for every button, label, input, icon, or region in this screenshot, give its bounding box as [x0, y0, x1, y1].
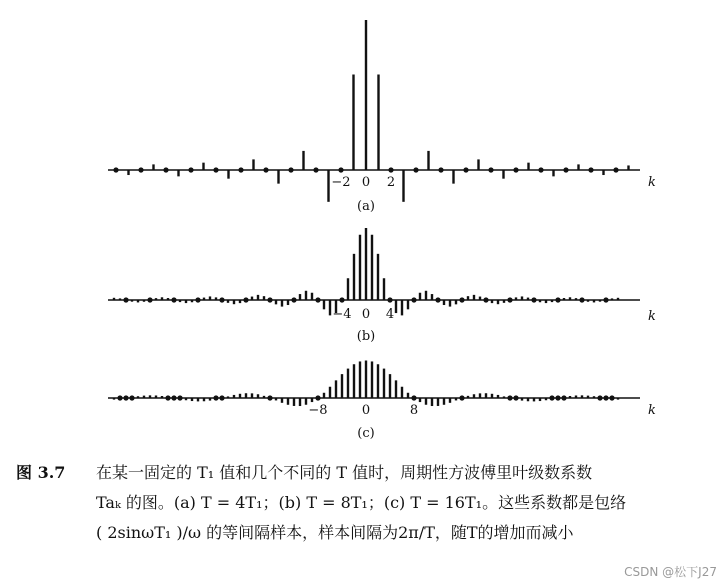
zero-sample-dot — [315, 395, 320, 400]
zero-sample-dot — [243, 297, 248, 302]
zero-sample-dot — [219, 395, 224, 400]
zero-sample-dot — [507, 297, 512, 302]
zero-sample-dot — [117, 395, 122, 400]
zero-sample-dot — [531, 297, 536, 302]
zero-sample-dot — [213, 167, 218, 172]
zero-sample-dot — [315, 297, 320, 302]
zero-sample-dot — [538, 167, 543, 172]
zero-sample-dot — [123, 297, 128, 302]
zero-sample-dot — [129, 395, 134, 400]
caption-text-2: Taₖ 的图。(a) T = 4T₁；(b) T = 8T₁；(c) T = 16T₁。这些系数都是包络 — [96, 493, 627, 512]
zero-sample-dot — [613, 167, 618, 172]
zero-sample-dot — [411, 395, 416, 400]
panel-a-plot — [108, 20, 656, 214]
zero-sample-dot — [313, 167, 318, 172]
caption-text-3: ( 2sinωT₁ )/ω 的等间隔样本，样本间隔为2π/T，随T的增加而减小 — [96, 523, 574, 542]
zero-sample-dot — [171, 297, 176, 302]
zero-sample-dot — [603, 395, 608, 400]
zero-sample-dot — [113, 167, 118, 172]
tick-label: −2 — [331, 175, 351, 190]
zero-sample-dot — [195, 297, 200, 302]
panel-label: (c) — [357, 426, 375, 441]
panel-label: (a) — [357, 199, 375, 214]
zero-sample-dot — [549, 395, 554, 400]
zero-sample-dot — [555, 297, 560, 302]
zero-sample-dot — [438, 167, 443, 172]
axis-variable-label: k — [648, 403, 656, 418]
zero-sample-dot — [603, 297, 608, 302]
figure-caption — [16, 458, 716, 548]
zero-sample-dot — [123, 395, 128, 400]
zero-sample-dot — [459, 395, 464, 400]
caption-line-2 — [16, 488, 716, 518]
zero-sample-dot — [263, 167, 268, 172]
zero-sample-dot — [483, 297, 488, 302]
axis-variable-label: k — [648, 175, 656, 190]
zero-sample-dot — [513, 167, 518, 172]
zero-sample-dot — [288, 167, 293, 172]
zero-sample-dot — [177, 395, 182, 400]
watermark: CSDN @松下J27 — [624, 565, 717, 579]
panel-b-plot — [108, 228, 656, 344]
tick-label: 0 — [361, 403, 371, 418]
zero-sample-dot — [561, 395, 566, 400]
figure-number: 图 3.7 — [16, 463, 66, 482]
zero-sample-dot — [171, 395, 176, 400]
tick-label: 0 — [361, 307, 371, 322]
tick-label: −4 — [332, 307, 352, 322]
zero-sample-dot — [488, 167, 493, 172]
caption-text-1: 在某一固定的 T₁ 值和几个不同的 T 值时，周期性方波傅里叶级数系数 — [96, 463, 593, 482]
zero-sample-dot — [238, 167, 243, 172]
zero-sample-dot — [563, 167, 568, 172]
zero-sample-dot — [291, 297, 296, 302]
zero-sample-dot — [188, 167, 193, 172]
zero-sample-dot — [213, 395, 218, 400]
tick-label: 4 — [385, 307, 395, 322]
zero-sample-dot — [513, 395, 518, 400]
zero-sample-dot — [411, 297, 416, 302]
tick-label: 0 — [361, 175, 371, 190]
zero-sample-dot — [138, 167, 143, 172]
zero-sample-dot — [163, 167, 168, 172]
zero-sample-dot — [267, 297, 272, 302]
zero-sample-dot — [388, 167, 393, 172]
zero-sample-dot — [219, 297, 224, 302]
zero-sample-dot — [387, 297, 392, 302]
axis-variable-label: k — [648, 309, 656, 324]
zero-sample-dot — [507, 395, 512, 400]
zero-sample-dot — [463, 167, 468, 172]
caption-line-1 — [16, 458, 716, 488]
zero-sample-dot — [339, 297, 344, 302]
zero-sample-dot — [597, 395, 602, 400]
panel-c-plot — [108, 361, 656, 442]
tick-label: 2 — [386, 175, 396, 190]
zero-sample-dot — [609, 395, 614, 400]
zero-sample-dot — [413, 167, 418, 172]
tick-label: −8 — [308, 403, 328, 418]
zero-sample-dot — [147, 297, 152, 302]
zero-sample-dot — [165, 395, 170, 400]
zero-sample-dot — [588, 167, 593, 172]
zero-sample-dot — [459, 297, 464, 302]
panel-label: (b) — [356, 329, 376, 344]
zero-sample-dot — [555, 395, 560, 400]
zero-sample-dot — [435, 297, 440, 302]
zero-sample-dot — [579, 297, 584, 302]
zero-sample-dot — [267, 395, 272, 400]
tick-label: 8 — [409, 403, 419, 418]
caption-line-3 — [16, 518, 716, 548]
zero-sample-dot — [338, 167, 343, 172]
